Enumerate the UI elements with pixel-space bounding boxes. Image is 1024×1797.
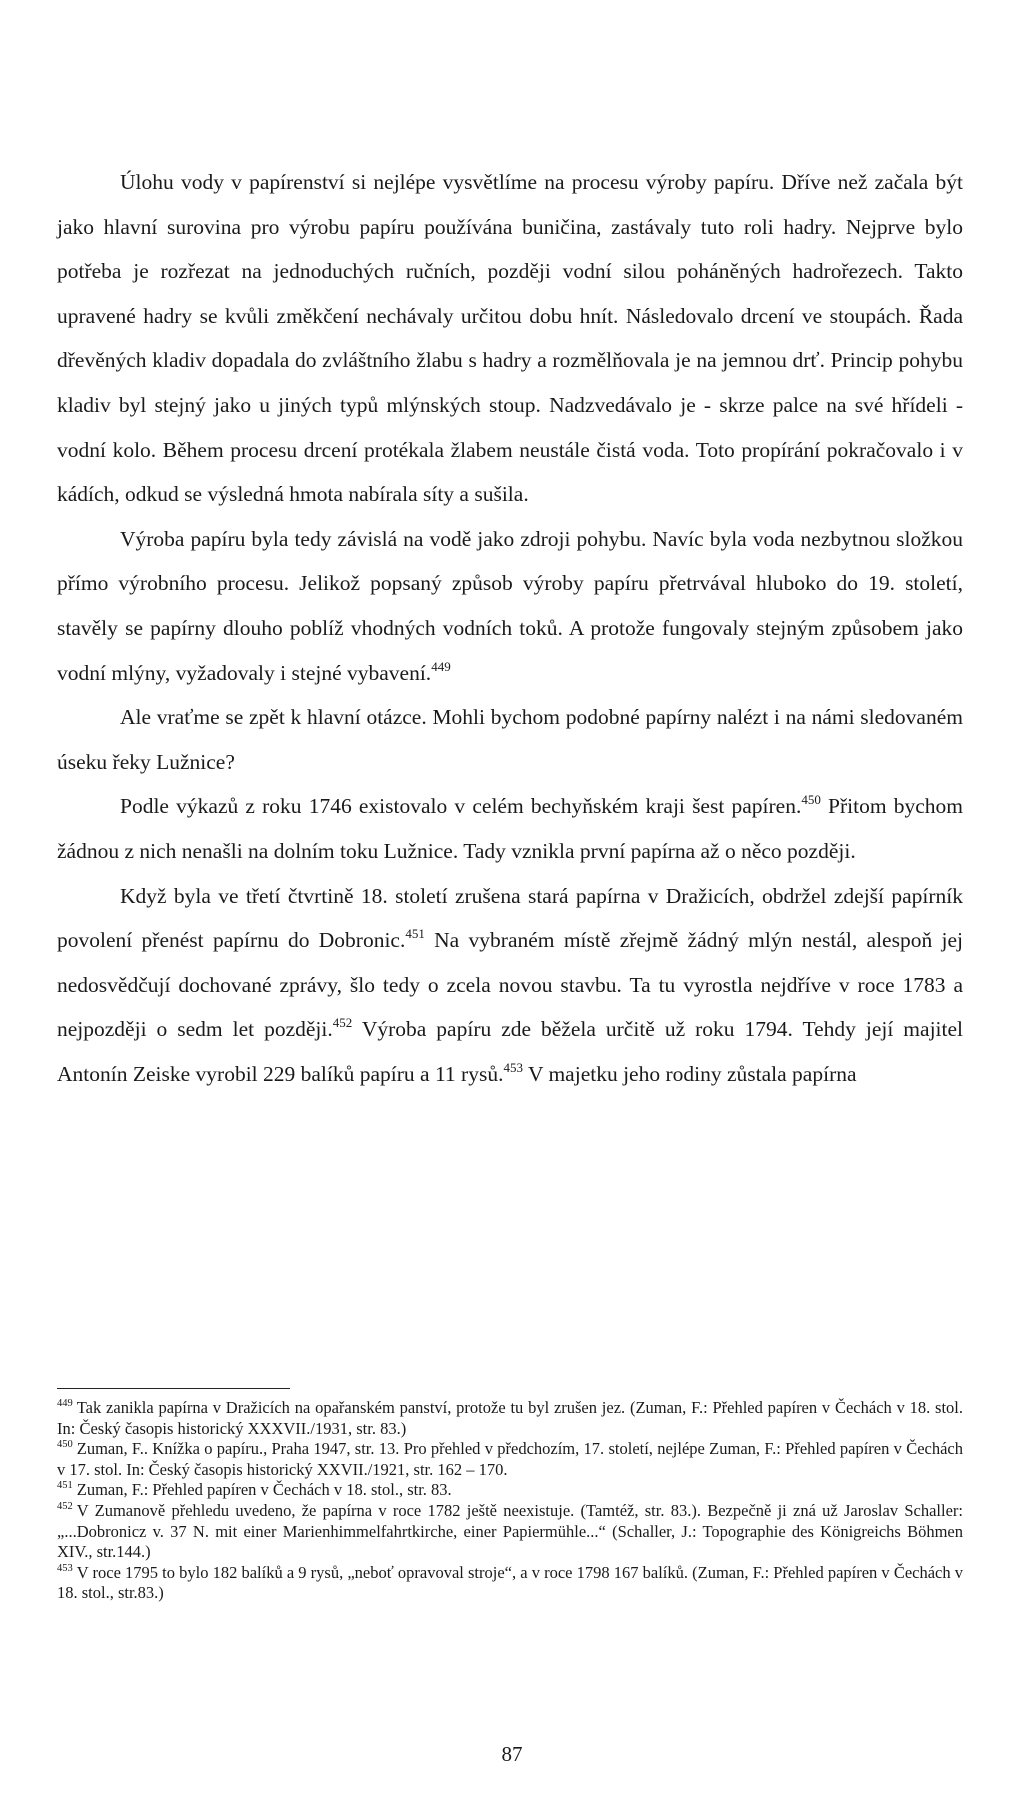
footnote-number: 452 bbox=[57, 1500, 73, 1512]
footnote-text: Zuman, F.: Přehled papíren v Čechách v 18. stol., str. 83. bbox=[76, 1480, 452, 1500]
paragraph-4-text-after: Přitom bychom žádnou z nich nenašli na dolním toku Lužnice. Tady vznikla první papírna až o něco později. bbox=[57, 794, 963, 863]
paragraph-5-text-4: V majetku jeho rodiny zůstala papírna bbox=[522, 1061, 857, 1086]
footnote-451 bbox=[57, 1480, 963, 1501]
footnote-ref-453: 453 bbox=[503, 1059, 523, 1075]
footnote-ref-450: 450 bbox=[801, 792, 821, 808]
paragraph-5-text-2: Na vybraném místě zřejmě žádný mlýn nestál, alespoň jej nedosvědčují dochované zprávy, šlo tedy o zcela novou stavbu. Ta tu vyrostla nejdříve v roce 1783 a nejpozději o sedm let později. bbox=[57, 928, 964, 1042]
paragraph-3-text: Ale vraťme se zpět k hlavní otázce. Mohli bychom podobné papírny nalézt i na námi sledovaném úseku řeky Lužnice? bbox=[57, 705, 963, 774]
paragraph-5-text: Když byla ve třetí čtvrtině 18. století zrušena stará papírna v Dražicích, obdržel zdejší papírník povolení přenést papírnu do Dobronic. bbox=[57, 883, 963, 953]
paragraph-3 bbox=[57, 695, 963, 784]
footnote-separator bbox=[57, 1388, 290, 1389]
paragraph-4-text: Podle výkazů z roku 1746 existovalo v celém bechyňském kraji šest papíren. bbox=[120, 794, 802, 819]
footnote-text: Tak zanikla papírna v Dražicích na opařanském panství, protože tu byl zrušen jez. (Zuman, F.: Přehled papíren v Čechách v 18. stol. In: Český časopis historický XXXVII./1931, str. 83.) bbox=[57, 1398, 963, 1438]
footnote-450 bbox=[57, 1439, 963, 1480]
footnote-ref-452: 452 bbox=[332, 1015, 353, 1031]
paragraph-5-text-3: Výroba papíru zde běžela určitě už roku 1794. Tehdy její majitel Antonín Zeiske vyrobil 229 balíků papíru a 11 rysů. bbox=[57, 1017, 963, 1086]
paragraph-4 bbox=[57, 784, 963, 873]
paragraph-5 bbox=[57, 874, 963, 1097]
footnote-text: V Zumanově přehledu uvedeno, že papírna v roce 1782 ještě neexistuje. (Tamtéž, str. 83.). Bezpečně ji zná už Jaroslav Schaller: „...Dobronicz v. 37 N. mit einer Marienhimmelfahrtkirche, einer Papiermühle...“ (Schaller, J.: Topographie des Königreichs Böhmen XIV., str.144.) bbox=[57, 1500, 963, 1562]
footnote-ref-449: 449 bbox=[431, 658, 451, 674]
body-text bbox=[57, 160, 963, 1096]
paragraph-1-text: Úlohu vody v papírenství si nejlépe vysvětlíme na procesu výroby papíru. Dříve než začala být jako hlavní surovina pro výrobu papíru používána buničina, zastávaly tuto roli hadry. Nejprve bylo potřeba je rozřezat na jednoduchých ručních, později vodní silou poháněných hadrořezech. Takto upravené hadry se kvůli změkčení nechávaly určitou dobu hnít. Následovalo drcení ve stoupách. Řada dřevěných kladiv dopadala do zvláštního žlabu s hadry a rozmělňovala je na jemnou drť. Princip pohybu kladiv byl stejný jako u jiných typů mlýnských stoup. Nadzvedávalo je - skrze palce na své hřídeli - vodní kolo. Během procesu drcení protékala žlabem neustále čistá voda. Toto propírání pokračovalo i v kádích, odkud se výsledná hmota nabírala síty a sušila. bbox=[57, 170, 963, 507]
footnote-number: 450 bbox=[57, 1439, 73, 1451]
footnotes bbox=[57, 1398, 963, 1604]
footnote-number: 453 bbox=[57, 1562, 73, 1574]
page-number: 87 bbox=[501, 1742, 523, 1766]
paragraph-2-text: Výroba papíru byla tedy závislá na vodě jako zdroji pohybu. Navíc byla voda nezbytnou složkou přímo výrobního procesu. Jelikož popsaný způsob výroby papíru přetrvával hluboko do 19. století, stavěly se papírny dlouho poblíž vhodných vodních toků. A protože fungovaly stejným způsobem jako vodní mlýny, vyžadovaly i stejné vybavení. bbox=[57, 526, 963, 685]
footnote-text: V roce 1795 to bylo 182 balíků a 9 rysů, „neboť opravoval stroje“, a v roce 1798 167 balíků. (Zuman, F.: Přehled papíren v Čechách v 18. stol., str.83.) bbox=[57, 1562, 963, 1603]
footnote-number: 449 bbox=[57, 1398, 73, 1409]
footnote-text: Zuman, F.. Knížka o papíru., Praha 1947, str. 13. Pro přehled v předchozím, 17. století, nejlépe Zuman, F.: Přehled papíren v Čechách v 17. stol. In: Český časopis historický XXVII./1921, str. 162 – 170. bbox=[57, 1439, 963, 1479]
footnote-449 bbox=[57, 1398, 963, 1439]
footnote-452 bbox=[57, 1501, 963, 1563]
footnote-453 bbox=[57, 1563, 963, 1604]
footnote-number: 451 bbox=[57, 1480, 73, 1492]
paragraph-2 bbox=[57, 517, 963, 695]
paragraph-1 bbox=[57, 160, 963, 517]
footnote-ref-451: 451 bbox=[405, 926, 425, 942]
